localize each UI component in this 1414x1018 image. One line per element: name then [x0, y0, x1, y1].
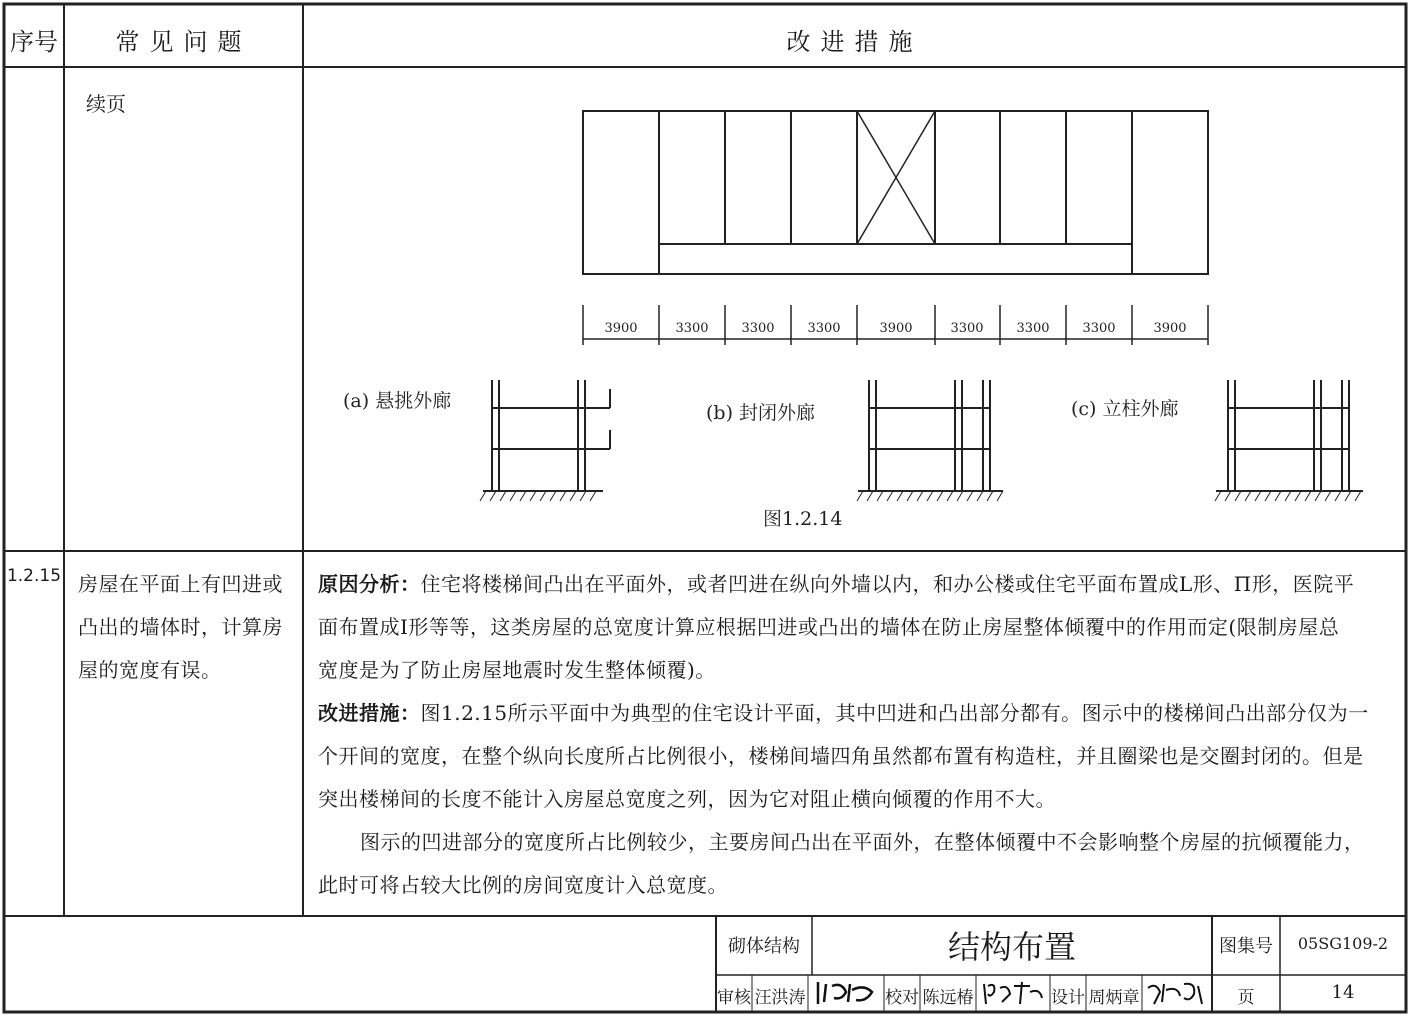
figure-1-2-14 [303, 67, 1406, 551]
tb-category: 砌体结构 [728, 936, 800, 957]
reason-label: 原因分析： [318, 572, 421, 596]
reason-line: 面布置成Ⅰ形等等，这类房屋的总宽度计算应根据凹进或凸出的墙体在防止房屋整体倾覆中的作用而定(限制房屋总 [318, 615, 1340, 639]
tb-check-label: 校对 [885, 988, 919, 1008]
floor-plan [583, 111, 1208, 274]
ground-hatch-a [480, 491, 596, 501]
section-a-cantilever [483, 380, 610, 491]
dim-label: 3300 [1082, 321, 1116, 336]
tb-page-no: 14 [1331, 982, 1355, 1003]
label-section-c: (c) 立柱外廊 [1071, 398, 1179, 420]
measure-label: 改进措施： [318, 701, 421, 725]
reason-line: 住宅将楼梯间凸出在平面外，或者凹进在纵向外墙以内，和办公楼或住宅平面布置成L形、Π形，医院平 [420, 572, 1355, 596]
tb-checker: 陈远椿 [922, 988, 974, 1008]
dim-label: 3300 [807, 321, 841, 336]
header-col-measure: 改进措施 [786, 28, 923, 56]
problem-line: 凸出的墙体时，计算房 [78, 615, 283, 639]
measure-line: 个开间的宽度，在整个纵向长度所占比例很小，楼梯间墙四角虽然都布置有构造柱，并且圈梁也是交圈封闭的。但是 [318, 744, 1364, 768]
tb-atlas-no: 05SG109-2 [1297, 934, 1389, 953]
label-section-a: (a) 悬挑外廊 [343, 390, 452, 412]
tb-review-label: 审核 [717, 988, 751, 1008]
row-number: 1.2.15 [6, 566, 62, 586]
dim-label: 3300 [741, 321, 775, 336]
tb-atlas-label: 图集号 [1219, 936, 1273, 957]
reason-line: 宽度是为了防止房屋地震时发生整体倾覆)。 [318, 658, 716, 682]
continued-label: 续页 [86, 92, 126, 116]
designer-signature [1144, 978, 1210, 1008]
tb-title: 结构布置 [947, 928, 1076, 966]
problem-line: 房屋在平面上有凹进或 [78, 572, 283, 596]
problem-text [78, 563, 300, 692]
dim-label: 3900 [879, 321, 913, 336]
measure-text [318, 563, 1398, 907]
tb-page-label: 页 [1237, 988, 1255, 1008]
header-col-no: 序号 [10, 28, 58, 56]
measure-line: 图1.2.15所示平面中为典型的住宅设计平面，其中凹进和凸出部分都有。图示中的楼梯间凸出部分仅为一 [420, 701, 1369, 725]
tb-designer: 周炳章 [1088, 988, 1140, 1008]
problem-line: 屋的宽度有误。 [78, 658, 222, 682]
reviewer-signature [812, 978, 882, 1008]
measure-line: 此时可将占较大比例的房间宽度计入总宽度。 [318, 873, 728, 897]
ground-hatch-c [1215, 491, 1361, 501]
tb-reviewer: 汪洪涛 [754, 988, 806, 1008]
dim-label: 3300 [1016, 321, 1050, 336]
header-col-problem: 常见问题 [115, 28, 252, 56]
measure-line: 图示的凹进部分的宽度所占比例较少，主要房间凸出在平面外，在整体倾覆中不会影响整个房屋的抗倾覆能力， [360, 830, 1365, 854]
dim-label: 3300 [950, 321, 984, 336]
checker-signature [980, 978, 1048, 1008]
dim-label: 3300 [675, 321, 709, 336]
ground-hatch-b [857, 491, 1003, 501]
tb-design-label: 设计 [1051, 988, 1085, 1008]
label-section-b: (b) 封闭外廊 [706, 402, 816, 424]
section-c-column [1216, 380, 1363, 491]
dim-label: 3900 [1153, 321, 1187, 336]
figure-caption: 图1.2.14 [763, 508, 843, 530]
dim-label: 3900 [604, 321, 638, 336]
measure-line: 突出楼梯间的长度不能计入房屋总宽度之列，因为它对阻止横向倾覆的作用不大。 [318, 787, 1056, 811]
section-b-enclosed [858, 380, 1003, 491]
